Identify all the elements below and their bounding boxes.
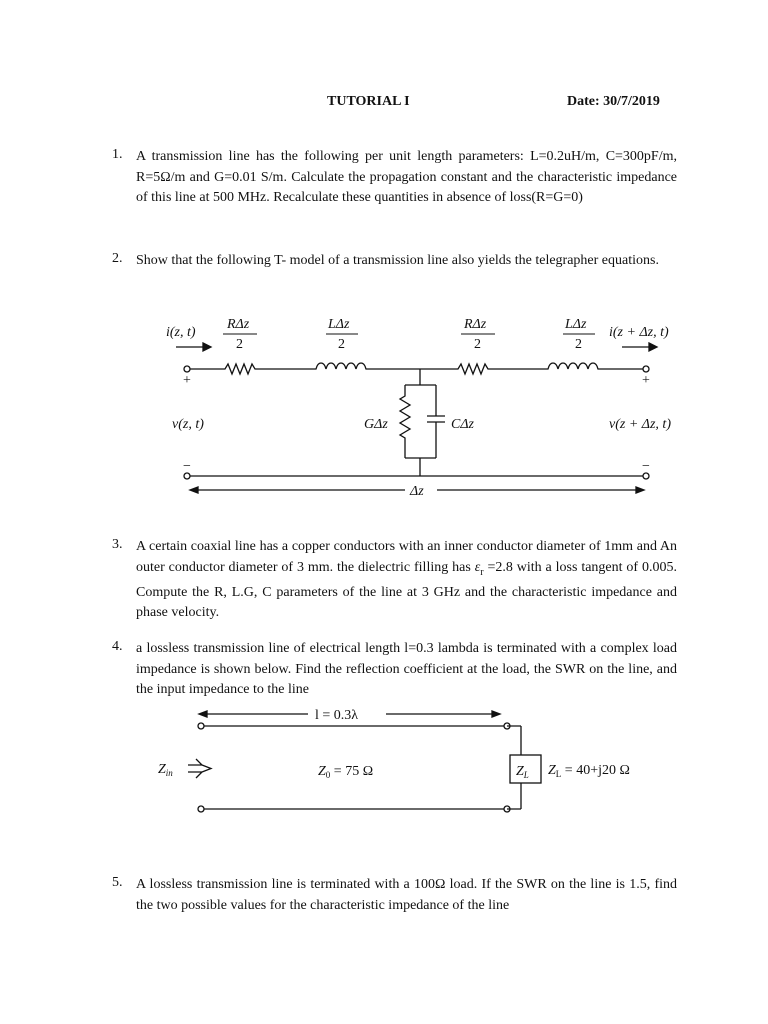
fraction-denominator: 2 bbox=[575, 337, 582, 352]
output-current-label: i(z + Δz, t) bbox=[609, 325, 669, 340]
question-number: 5. bbox=[112, 875, 123, 890]
fraction-denominator: 2 bbox=[236, 337, 243, 352]
question-number: 3. bbox=[112, 537, 123, 552]
question-number: 1. bbox=[112, 147, 123, 162]
page-title: TUTORIAL I bbox=[327, 94, 410, 109]
t-model-circuit-diagram bbox=[0, 310, 768, 510]
fraction-denominator: 2 bbox=[338, 337, 345, 352]
minus-sign: − bbox=[183, 459, 191, 474]
input-current-label: i(z, t) bbox=[166, 325, 196, 340]
fraction-denominator: 2 bbox=[474, 337, 481, 352]
terminated-line-diagram bbox=[0, 702, 768, 822]
output-voltage-label: v(z + Δz, t) bbox=[609, 417, 671, 432]
inductor1-label: LΔz bbox=[328, 317, 350, 332]
load-box-label: $Z_L$ bbox=[516, 764, 529, 780]
inductor2-label: LΔz bbox=[565, 317, 587, 332]
load-impedance-label: $Z_L = 40+j20$ Ω bbox=[548, 763, 630, 779]
question-text: A transmission line has the following per unit length parameters: L=0.2uH/m, C=300pF/m, R=5Ω/m and G=0.01 S/m. Calculate the propagation constant and the characteristic impedance of this line at 500 MHz. Recalculate these quantities in absence of loss(R=G=0) bbox=[136, 149, 677, 205]
date-label: Date: 30/7/2019 bbox=[567, 94, 660, 109]
input-voltage-label: v(z, t) bbox=[172, 417, 204, 432]
resistor2-label: RΔz bbox=[464, 317, 487, 332]
question-text: A certain coaxial line has a copper conductors with an inner conductor diameter of 1mm and An outer conductor diameter of 3 mm. the dielectric filling has $\varepsilon_r =2.8$ with a loss tangent of 0.005. Compute the R, L.G, C parameters of the line at 3 GHz and the characteristic impedance and phase velocity. bbox=[136, 539, 677, 621]
input-impedance-label: $Z_{in}$ bbox=[158, 762, 173, 778]
question-number: 2. bbox=[112, 251, 123, 266]
question-text: A lossless transmission line is terminated with a 100Ω load. If the SWR on the line is 1.5, find the two possible values for the characteristic impedance of the line bbox=[136, 877, 677, 913]
resistor1-label: RΔz bbox=[227, 317, 250, 332]
line-length-label: l = 0.3λ bbox=[315, 708, 359, 723]
delta-z-label: Δz bbox=[410, 484, 424, 499]
plus-sign: + bbox=[183, 373, 191, 388]
plus-sign: + bbox=[642, 373, 650, 388]
conductance-label: GΔz bbox=[364, 417, 388, 432]
question-text: a lossless transmission line of electrical length l=0.3 lambda is terminated with a complex load impedance is shown below. Find the reflection coefficient at the load, the SWR on the line, and the input impedance to the line bbox=[136, 641, 677, 697]
minus-sign: − bbox=[642, 459, 650, 474]
characteristic-impedance-label: $Z_0 = 75$ Ω bbox=[318, 764, 374, 780]
question-text: Show that the following T- model of a transmission line also yields the telegrapher equations. bbox=[136, 253, 659, 268]
capacitance-label: CΔz bbox=[451, 417, 475, 432]
question-number: 4. bbox=[112, 639, 123, 654]
